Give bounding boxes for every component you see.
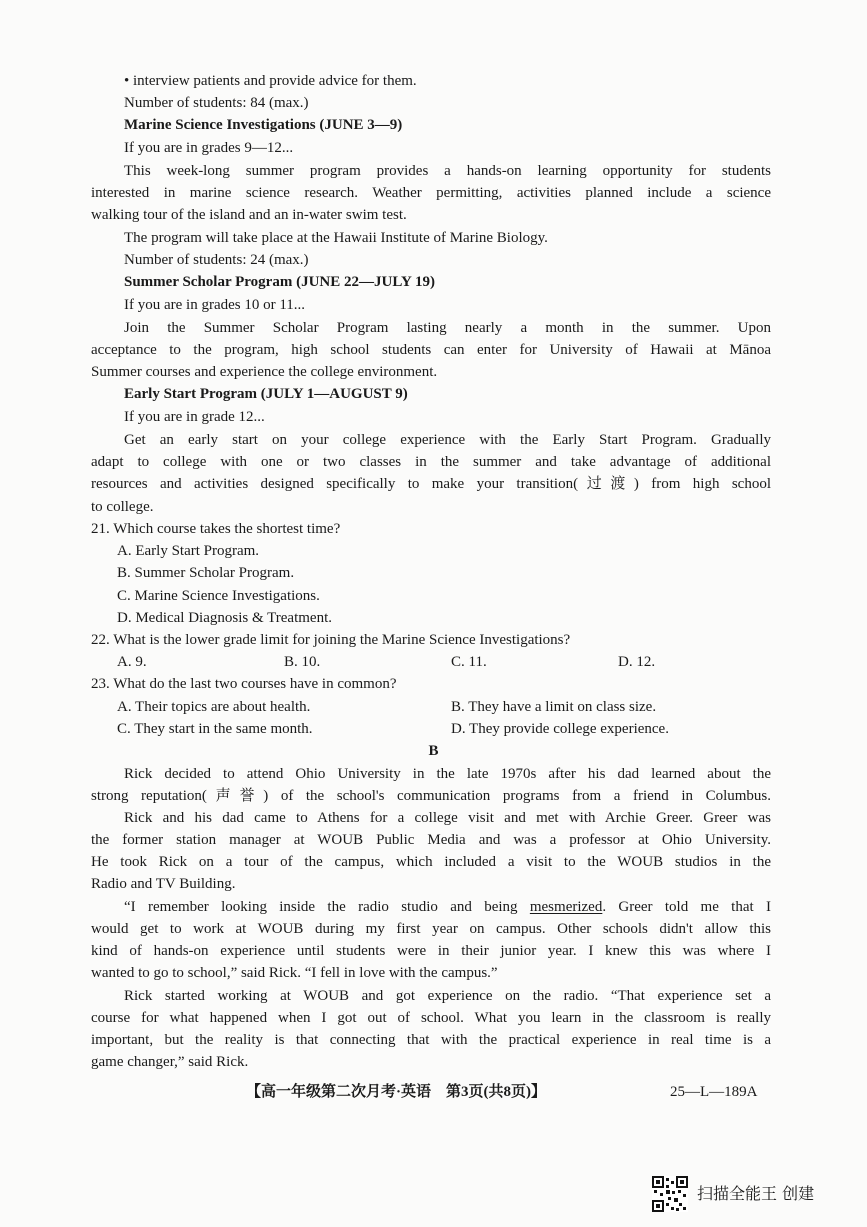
text-segment: “I remember looking inside the radio studio and being [124, 899, 530, 915]
text-line: walking tour of the island and an in-water swim test. [91, 207, 407, 223]
text-line: If you are in grades 10 or 11... [124, 297, 306, 313]
answer-option: A. Their topics are about health. [117, 699, 311, 715]
text-line: If you are in grades 9—12... [124, 140, 294, 156]
answer-option: C. Marine Science Investigations. [117, 588, 320, 604]
text-line: • interview patients and provide advice for them. [124, 73, 417, 89]
text-line: Rick started working at WOUB and got experience on the radio. “That experience set a [124, 988, 771, 1004]
text-line: Number of students: 84 (max.) [124, 95, 309, 111]
text-line: If you are in grade 12... [124, 409, 265, 425]
text-line: Join the Summer Scholar Program lasting nearly a month in the summer. Upon [124, 320, 771, 336]
answer-option: B. 10. [284, 654, 321, 670]
answer-option: D. They provide college experience. [451, 721, 669, 737]
answer-option: C. They start in the same month. [117, 721, 313, 737]
text-line [124, 896, 771, 918]
text-line: adapt to college with one or two classes in the summer and take advantage of additional [91, 454, 771, 470]
text-line: important, but the reality is that connecting that with the practical experience in real time is a [91, 1032, 771, 1048]
text-line: acceptance to the program, high school students can enter for University of Hawaii at Mānoa [91, 342, 771, 358]
text-segment: . Greer told me that I [602, 899, 771, 915]
text-line: strong reputation(声誉) of the school's communication programs from a friend in Columbus. [91, 788, 771, 804]
question-stem: 22. What is the lower grade limit for joining the Marine Science Investigations? [91, 632, 571, 648]
scanner-watermark: 扫描全能王 创建 [697, 1184, 815, 1203]
question-stem: 23. What do the last two courses have in common? [91, 676, 397, 692]
program-heading: Summer Scholar Program (JUNE 22—JULY 19) [124, 274, 435, 290]
program-heading: Marine Science Investigations (JUNE 3—9) [124, 117, 403, 133]
text-line: This week-long summer program provides a hands-on learning opportunity for students [124, 163, 771, 179]
qr-code-icon [652, 1176, 688, 1212]
program-heading: Early Start Program (JULY 1—AUGUST 9) [124, 386, 408, 402]
text-line: resources and activities designed specifically to make your transition(过渡) from high school [91, 476, 771, 492]
section-heading: B [428, 743, 439, 759]
text-line: Get an early start on your college experience with the Early Start Program. Gradually [124, 432, 771, 448]
answer-option: A. Early Start Program. [117, 543, 260, 559]
underlined-word: mesmerized [529, 899, 603, 915]
text-line: Number of students: 24 (max.) [124, 252, 309, 268]
answer-option: D. Medical Diagnosis & Treatment. [117, 610, 332, 626]
text-line: the former station manager at WOUB Public Media and was a professor at Ohio University. [91, 832, 771, 848]
question-stem: 21. Which course takes the shortest time? [91, 521, 341, 537]
paper-code: 25—L—189A [670, 1084, 758, 1100]
text-line: course for what happened when I got out of school. What you learn in the classroom is really [91, 1010, 771, 1026]
answer-option: B. They have a limit on class size. [451, 699, 657, 715]
text-line: Radio and TV Building. [91, 876, 236, 892]
text-line: game changer,” said Rick. [91, 1054, 249, 1070]
text-line: The program will take place at the Hawaii Institute of Marine Biology. [124, 230, 548, 246]
text-line: Rick decided to attend Ohio University in the late 1970s after his dad learned about the [124, 766, 771, 782]
answer-option: D. 12. [618, 654, 656, 670]
text-line: Summer courses and experience the college environment. [91, 364, 438, 380]
answer-option: C. 11. [451, 654, 487, 670]
text-line: interested in marine science research. Weather permitting, activities planned include a science [91, 185, 771, 201]
text-line: kind of hands-on experience until students were in their junior year. I knew this was where I [91, 943, 771, 959]
answer-option: B. Summer Scholar Program. [117, 565, 295, 581]
text-line: to college. [91, 499, 154, 515]
answer-option: A. 9. [117, 654, 147, 670]
text-line: wanted to go to school,” said Rick. “I fell in love with the campus.” [91, 965, 498, 981]
text-line: would get to work at WOUB during my first year on campus. Other schools didn't allow this [91, 921, 771, 937]
text-line: Rick and his dad came to Athens for a college visit and met with Archie Greer. Greer was [124, 810, 771, 826]
text-line: He took Rick on a tour of the campus, which included a visit to the WOUB studios in the [91, 854, 771, 870]
page-footer-title: 【高一年级第二次月考·英语 第3页(共8页)】 [246, 1084, 546, 1100]
